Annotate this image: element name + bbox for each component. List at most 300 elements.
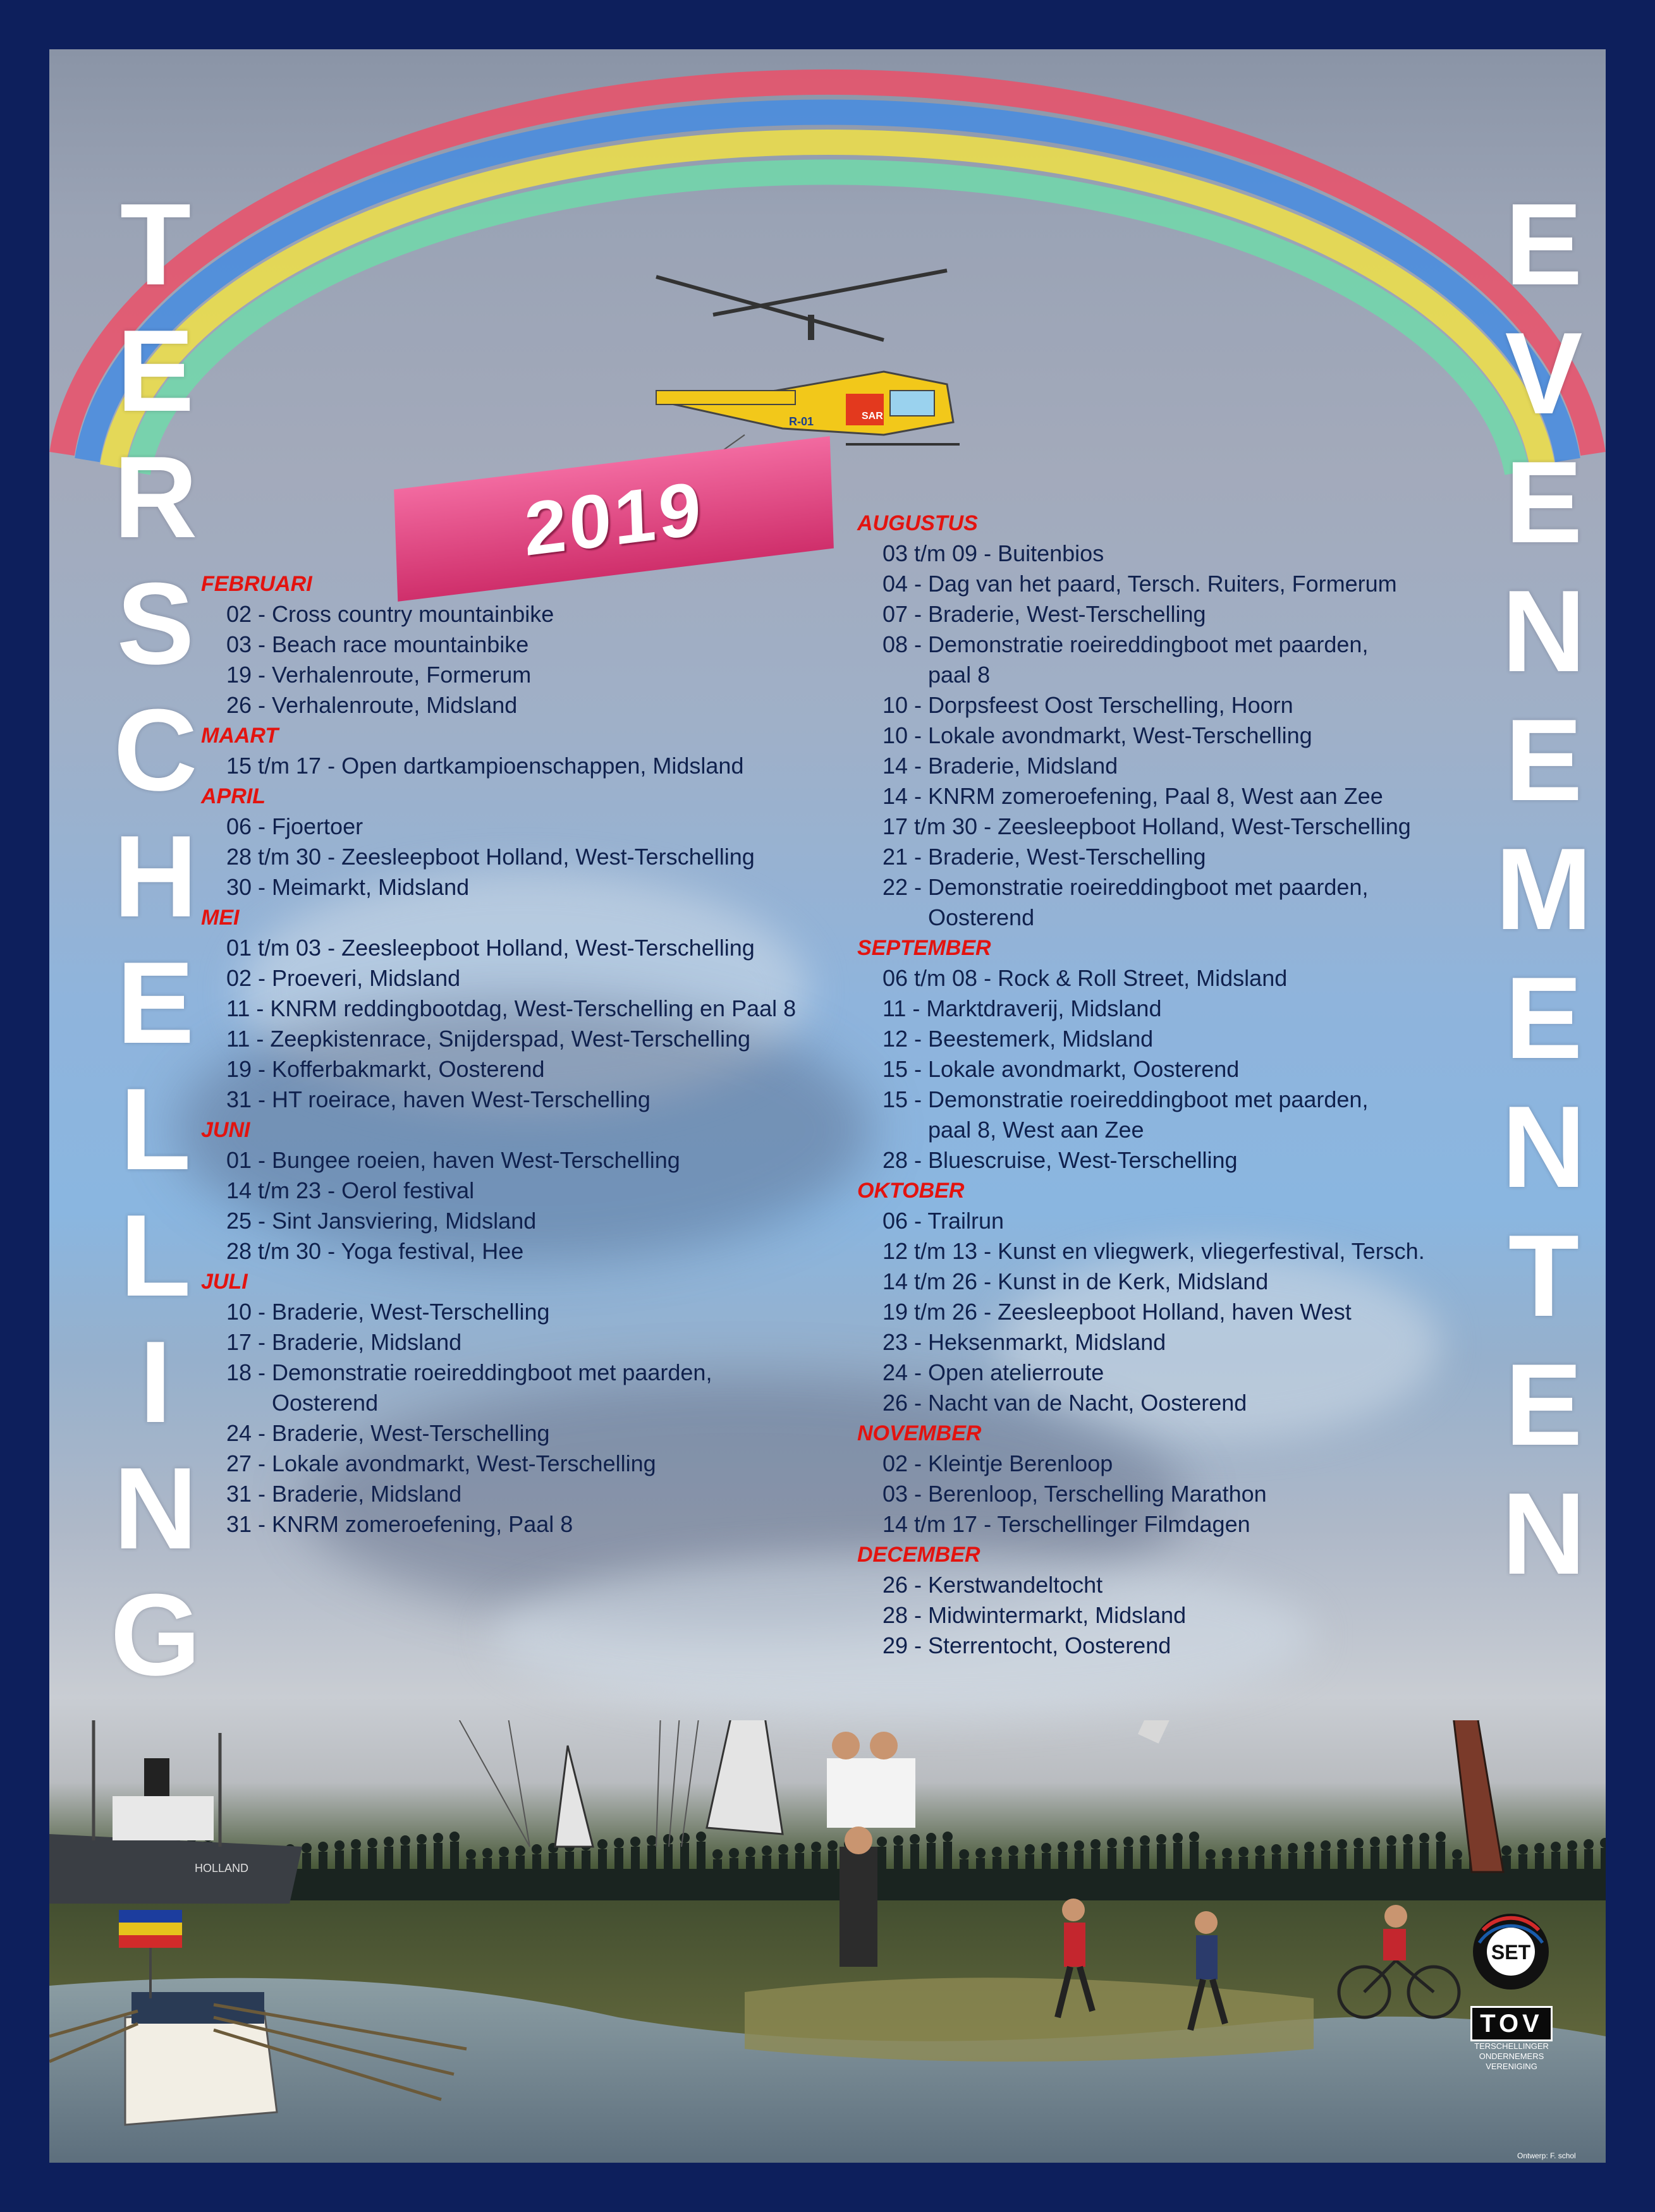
crowd-person-head: [1255, 1845, 1265, 1856]
event-item: [857, 538, 1425, 569]
event-item: [857, 1327, 1425, 1358]
month-section: [857, 1418, 1425, 1540]
event-text: 21 - Braderie, West-Terschelling: [882, 844, 1206, 870]
crowd-person: [516, 1856, 525, 1885]
crowd-person: [647, 1845, 656, 1885]
crowd-person: [1403, 1844, 1412, 1885]
month-section: [857, 1176, 1425, 1418]
event-item: [857, 599, 1425, 629]
crowd-person-head: [384, 1837, 394, 1847]
crowd-person: [1584, 1849, 1593, 1885]
crowd-person: [976, 1858, 985, 1885]
crowd-person-head: [499, 1847, 509, 1857]
event-text: 26 - Nacht van de Nacht, Oosterend: [882, 1390, 1247, 1416]
title-letter: N: [1501, 1468, 1586, 1598]
month-heading: AUGUSTUS: [857, 511, 978, 535]
event-text-continuation: Oosterend: [928, 904, 1035, 930]
title-letter: I: [139, 1316, 172, 1447]
crowd-person: [401, 1845, 410, 1885]
tov-logo-text: TOV: [1470, 2006, 1553, 2041]
event-item: [201, 1085, 796, 1115]
event-text: 31 - KNRM zomeroefening, Paal 8: [226, 1511, 573, 1537]
crowd-person-head: [778, 1844, 788, 1854]
event-item: [857, 781, 1425, 811]
event-item: [201, 1297, 796, 1327]
set-logo-text: SET: [1491, 1941, 1531, 1964]
event-item: [857, 1236, 1425, 1267]
event-item: [201, 933, 796, 963]
crowd-person: [1140, 1845, 1149, 1885]
event-item: [857, 1509, 1425, 1540]
crowd-person-head: [482, 1848, 492, 1858]
event-item: [201, 811, 796, 842]
event-text: 30 - Meimarkt, Midsland: [226, 874, 470, 900]
crowd-person: [483, 1858, 492, 1885]
crowd-person-head: [351, 1839, 361, 1849]
event-text: 27 - Lokale avondmarkt, West-Terschelling: [226, 1450, 656, 1476]
crowd-person: [1173, 1843, 1182, 1885]
crowd-person: [1518, 1854, 1527, 1885]
event-text: 24 - Open atelierroute: [882, 1359, 1104, 1385]
crowd-person: [1075, 1850, 1084, 1885]
event-text: 28 - Midwintermarkt, Midsland: [882, 1602, 1187, 1628]
event-text: 31 - HT roeirace, haven West-Terschelling: [226, 1086, 650, 1112]
event-text: 08 - Demonstratie roeireddingboot met paarden,: [882, 631, 1369, 657]
crowd-person: [1239, 1857, 1248, 1885]
crowd-person-head: [1386, 1835, 1396, 1845]
event-text: 17 - Braderie, Midsland: [226, 1329, 462, 1355]
event-item: [201, 1054, 796, 1085]
crowd-person-head: [795, 1843, 805, 1853]
crowd-person: [1371, 1847, 1379, 1885]
month-heading: SEPTEMBER: [857, 936, 991, 960]
crowd-person: [992, 1857, 1001, 1885]
crowd-person-head: [597, 1839, 608, 1849]
event-item: [857, 1206, 1425, 1236]
event-text: 03 - Berenloop, Terschelling Marathon: [882, 1481, 1267, 1507]
title-letter: E: [1505, 695, 1583, 825]
crowd-person: [1124, 1847, 1133, 1885]
crowd-person-head: [762, 1845, 772, 1856]
crowd-person-head: [877, 1837, 887, 1847]
crowd-person: [1009, 1856, 1018, 1885]
month-section: [201, 569, 796, 720]
event-item: [857, 690, 1425, 720]
crowd-person: [631, 1847, 640, 1885]
event-text: 10 - Dorpsfeest Oost Terschelling, Hoorn: [882, 692, 1293, 718]
event-item: [201, 1236, 796, 1267]
month-heading: MAART: [201, 724, 279, 748]
crowd-person-head: [466, 1849, 476, 1859]
event-text: 15 - Lokale avondmarkt, Oosterend: [882, 1056, 1240, 1082]
crowd-person-head: [1173, 1833, 1183, 1843]
event-text: 11 - KNRM reddingbootdag, West-Terschelling en Paal 8: [226, 995, 797, 1021]
event-text: 02 - Proeveri, Midsland: [226, 965, 461, 991]
title-letter: V: [1505, 308, 1583, 438]
event-text: 25 - Sint Jansviering, Midsland: [226, 1208, 537, 1234]
crowd-person-head: [1436, 1832, 1446, 1842]
event-collage-illustration: [49, 1720, 1606, 2163]
event-item: [857, 1085, 1425, 1145]
crowd-person-head: [1222, 1848, 1232, 1858]
crowd-person-head: [943, 1832, 953, 1842]
event-item: [201, 872, 796, 902]
crowd-person: [713, 1859, 722, 1885]
crowd-person-head: [1353, 1838, 1364, 1848]
event-item: [201, 842, 796, 872]
title-letter: C: [113, 684, 198, 815]
crowd-person-head: [1534, 1843, 1544, 1853]
event-text: 03 t/m 09 - Buitenbios: [882, 540, 1104, 566]
crowd-person-head: [975, 1848, 986, 1858]
event-item: [201, 1479, 796, 1509]
events-column-right: [857, 508, 1425, 1661]
crowd-person-head: [828, 1840, 838, 1850]
crowd-person: [730, 1858, 738, 1885]
crowd-person: [828, 1850, 837, 1885]
crowd-person-head: [729, 1848, 739, 1858]
event-text: 31 - Braderie, Midsland: [226, 1481, 462, 1507]
month-section: [857, 508, 1425, 933]
event-item: [857, 1570, 1425, 1600]
crowd-person: [680, 1843, 689, 1885]
title-letter: T: [1508, 1210, 1580, 1340]
flying-figure: [1138, 1720, 1183, 1744]
crowd-person: [614, 1848, 623, 1885]
event-item: [857, 1145, 1425, 1176]
crowd-person: [467, 1859, 475, 1885]
crowd-person: [582, 1850, 590, 1885]
event-text: 14 t/m 23 - Oerol festival: [226, 1177, 475, 1203]
crowd-person: [1305, 1852, 1314, 1885]
crowd-person-head: [647, 1835, 657, 1845]
tov-logo: [1470, 2006, 1553, 2072]
title-letter: E: [1505, 952, 1583, 1083]
crowd-person-head: [1140, 1835, 1150, 1845]
event-text: 11 - Marktdraverij, Midsland: [882, 995, 1162, 1021]
crowd-person-head: [1370, 1837, 1380, 1847]
events-column-left: [201, 569, 796, 1540]
event-item: [201, 629, 796, 660]
event-text: 23 - Heksenmarkt, Midsland: [882, 1329, 1166, 1355]
crowd-person-head: [1107, 1838, 1117, 1848]
crowd-person-head: [1452, 1849, 1462, 1859]
crowd-person: [1321, 1850, 1330, 1885]
event-text: 06 t/m 08 - Rock & Roll Street, Midsland: [882, 965, 1288, 991]
crowd-person: [1108, 1848, 1116, 1885]
flag-stripe: [119, 1910, 182, 1923]
crowd-person: [1551, 1852, 1560, 1885]
crowd-person-head: [1271, 1844, 1281, 1854]
event-text-continuation: Oosterend: [272, 1390, 379, 1416]
month-heading: MEI: [201, 906, 240, 930]
crowd-person-head: [1551, 1842, 1561, 1852]
crowd-person-head: [334, 1840, 345, 1850]
crowd-person: [1387, 1845, 1396, 1885]
event-item: [857, 1054, 1425, 1085]
crowd-person: [434, 1843, 443, 1885]
crowd-person-head: [1123, 1837, 1133, 1847]
month-heading: JUNI: [201, 1118, 250, 1142]
title-letter: L: [119, 1190, 192, 1320]
crowd-person-head: [1337, 1839, 1347, 1849]
event-text: 07 - Braderie, West-Terschelling: [882, 601, 1206, 627]
crowd-person: [877, 1847, 886, 1885]
crowd-person-head: [745, 1847, 755, 1857]
crowd-person-head: [1156, 1834, 1166, 1844]
event-text-continuation: paal 8: [928, 662, 991, 688]
title-letter: R: [113, 432, 198, 562]
crowd-person: [565, 1852, 574, 1885]
event-text: 28 t/m 30 - Yoga festival, Hee: [226, 1238, 524, 1264]
crowd-person-head: [318, 1842, 328, 1852]
month-heading: DECEMBER: [857, 1543, 980, 1567]
set-logo: [1470, 1911, 1551, 1992]
event-item: [201, 994, 796, 1024]
event-text: 06 - Fjoertoer: [226, 813, 363, 839]
crowd-person-head: [1584, 1839, 1594, 1849]
event-text: 02 - Kleintje Berenloop: [882, 1450, 1113, 1476]
event-item: [857, 811, 1425, 842]
crowd-person: [302, 1853, 311, 1885]
title-letter: H: [113, 811, 198, 941]
crowd-person-head: [663, 1834, 673, 1844]
event-item: [857, 842, 1425, 872]
crowd-person: [499, 1857, 508, 1885]
crowd-person: [927, 1843, 936, 1885]
month-heading: NOVEMBER: [857, 1421, 982, 1445]
crowd-person-head: [449, 1832, 460, 1842]
event-item: [857, 720, 1425, 751]
ship-illustration: [49, 1720, 302, 1904]
event-item: [857, 1479, 1425, 1509]
event-text: 19 t/m 26 - Zeesleepboot Holland, haven West: [882, 1299, 1352, 1325]
event-text: 22 - Demonstratie roeireddingboot met paarden,: [882, 874, 1369, 900]
crowd-person: [697, 1842, 705, 1885]
event-text: 10 - Braderie, West-Terschelling: [226, 1299, 550, 1325]
crowd-person: [1568, 1850, 1577, 1885]
event-item: [857, 1358, 1425, 1388]
title-letter: E: [1505, 437, 1583, 567]
event-text: 19 - Kofferbakmarkt, Oosterend: [226, 1056, 545, 1082]
event-text: 10 - Lokale avondmarkt, West-Terschelling: [882, 722, 1312, 748]
crowd-person: [762, 1856, 771, 1885]
event-item: [201, 1509, 796, 1540]
crowd-person-head: [515, 1845, 525, 1856]
title-letter: S: [116, 558, 195, 688]
event-text: 14 t/m 17 - Terschellinger Filmdagen: [882, 1511, 1250, 1537]
poster: [49, 49, 1606, 2163]
month-section: [201, 1267, 796, 1540]
event-text: 15 - Demonstratie roeireddingboot met paarden,: [882, 1086, 1369, 1112]
crowd-person: [1272, 1854, 1281, 1885]
month-section: [857, 933, 1425, 1176]
crowd-person: [894, 1845, 903, 1885]
event-item: [201, 660, 796, 690]
crowd-person-head: [400, 1835, 410, 1845]
event-text: 15 t/m 17 - Open dartkampioenschappen, Midsland: [226, 753, 744, 779]
crowd-person-head: [1321, 1840, 1331, 1850]
crowd-person: [795, 1853, 804, 1885]
event-text: 02 - Cross country mountainbike: [226, 601, 554, 627]
tov-subtitle-line: TERSCHELLINGER: [1474, 2041, 1549, 2051]
crowd-person: [1453, 1859, 1462, 1885]
title-letter: E: [1505, 1339, 1583, 1469]
month-section: [201, 720, 796, 781]
crowd-person-head: [1041, 1843, 1051, 1853]
windsurf-sail: [707, 1720, 783, 1834]
event-item: [857, 1024, 1425, 1054]
crowd-person-head: [1288, 1843, 1298, 1853]
title-letter: L: [119, 1064, 192, 1194]
event-text: 18 - Demonstratie roeireddingboot met paarden,: [226, 1359, 712, 1385]
crowd-person-head: [910, 1834, 920, 1844]
crowd-person: [532, 1854, 541, 1885]
crowd-person-head: [1304, 1842, 1314, 1852]
crowd-person-head: [1074, 1840, 1084, 1850]
crowd-person: [1157, 1844, 1166, 1885]
event-item: [201, 1024, 796, 1054]
crowd-person: [960, 1859, 968, 1885]
crowd-person: [417, 1844, 426, 1885]
event-item: [201, 963, 796, 994]
title-letter: G: [110, 1569, 201, 1699]
event-text: 01 t/m 03 - Zeesleepboot Holland, West-Terschelling: [226, 935, 755, 961]
event-text: 26 - Kerstwandeltocht: [882, 1572, 1103, 1598]
helicopter-tail-code: R-01: [789, 415, 814, 428]
flag-stripe: [119, 1923, 182, 1935]
crowd-person: [1223, 1858, 1231, 1885]
event-text: 24 - Braderie, West-Terschelling: [226, 1420, 550, 1446]
event-item: [857, 629, 1425, 690]
month-section: [857, 1540, 1425, 1661]
crowd-person-head: [1403, 1834, 1413, 1844]
event-text: 04 - Dag van het paard, Tersch. Ruiters, Formerum: [882, 571, 1397, 597]
helicopter-side-text: SAR: [862, 411, 883, 422]
month-heading: JULI: [201, 1270, 248, 1294]
crowd-person: [368, 1848, 377, 1885]
crowd-person: [450, 1842, 459, 1885]
crowd-person-head: [532, 1844, 542, 1854]
crowd-person: [549, 1853, 558, 1885]
crowd-person: [1091, 1849, 1100, 1885]
dragon-illustration: [1427, 1720, 1548, 1872]
title-letter: E: [1505, 179, 1583, 309]
crowd-person: [351, 1849, 360, 1885]
title-letter: N: [113, 1443, 198, 1573]
title-letter: E: [116, 937, 195, 1067]
event-item: [857, 569, 1425, 599]
crowd-person-head: [302, 1843, 312, 1853]
crowd-person-head: [1206, 1849, 1216, 1859]
event-item: [857, 1297, 1425, 1327]
crowd-person-head: [1189, 1832, 1199, 1842]
crowd-person: [1354, 1848, 1363, 1885]
crowd-person: [812, 1852, 821, 1885]
event-item: [201, 1145, 796, 1176]
month-heading: APRIL: [201, 784, 266, 808]
crowd-person: [1255, 1856, 1264, 1885]
crowd-person-head: [614, 1838, 624, 1848]
crowd-person-head: [1058, 1842, 1068, 1852]
event-text: 28 - Bluescruise, West-Terschelling: [882, 1147, 1238, 1173]
crowd-person: [1058, 1852, 1067, 1885]
crowd-person-head: [1501, 1845, 1511, 1856]
crowd-person: [746, 1857, 755, 1885]
month-section: [201, 1115, 796, 1267]
event-item: [201, 1206, 796, 1236]
event-item: [201, 690, 796, 720]
event-item: [857, 1600, 1425, 1631]
event-item: [857, 994, 1425, 1024]
crowd-person: [1535, 1853, 1544, 1885]
event-item: [201, 1176, 796, 1206]
event-text: 01 - Bungee roeien, haven West-Terschelling: [226, 1147, 680, 1173]
crowd-person-head: [926, 1833, 936, 1843]
event-item: [857, 1267, 1425, 1297]
crowd-person-head: [959, 1849, 969, 1859]
event-text: 14 - KNRM zomeroefening, Paal 8, West aan Zee: [882, 783, 1383, 809]
event-item: [857, 1388, 1425, 1418]
title-letter: T: [119, 179, 192, 309]
crowd-person: [1206, 1859, 1215, 1885]
event-text: 14 - Braderie, Midsland: [882, 753, 1118, 779]
crowd-person-head: [680, 1833, 690, 1843]
flag-stripe: [119, 1935, 182, 1948]
event-text: 29 - Sterrentocht, Oosterend: [882, 1632, 1171, 1658]
crowd-person-head: [433, 1833, 443, 1843]
event-item: [857, 751, 1425, 781]
month-heading: OKTOBER: [857, 1179, 965, 1203]
event-item: [857, 1449, 1425, 1479]
crowd-person-head: [696, 1832, 706, 1842]
crowd-person: [384, 1847, 393, 1885]
month-section: [201, 781, 796, 902]
crowd-person-head: [630, 1837, 640, 1847]
event-text: 14 t/m 26 - Kunst in de Kerk, Midsland: [882, 1268, 1269, 1294]
crowd-person: [1601, 1848, 1606, 1885]
event-text: 11 - Zeepkistenrace, Snijderspad, West-Terschelling: [226, 1026, 751, 1052]
crowd-person-head: [367, 1838, 377, 1848]
event-text: 03 - Beach race mountainbike: [226, 631, 529, 657]
event-text: 12 - Beestemerk, Midsland: [882, 1026, 1154, 1052]
crowd-person-head: [1090, 1839, 1101, 1849]
event-text: 19 - Verhalenroute, Formerum: [226, 662, 532, 688]
crowd-person-head: [811, 1842, 821, 1852]
crowd-person: [1436, 1842, 1445, 1885]
crowd-person-head: [712, 1849, 723, 1859]
ship-name: HOLLAND: [195, 1862, 249, 1875]
event-item: [201, 751, 796, 781]
crowd-person: [319, 1852, 327, 1885]
crowd-person-head: [1025, 1844, 1035, 1854]
crowd-person: [1042, 1853, 1051, 1885]
crowd-person: [664, 1844, 673, 1885]
event-item: [857, 872, 1425, 933]
crowd-person: [1420, 1843, 1429, 1885]
title-letter: N: [1501, 1081, 1586, 1212]
crowd-person-head: [1600, 1838, 1606, 1848]
event-item: [857, 1631, 1425, 1661]
crowd-person-head: [1419, 1833, 1429, 1843]
crowd-person-head: [992, 1847, 1002, 1857]
crowd-person: [910, 1844, 919, 1885]
event-text: 28 t/m 30 - Zeesleepboot Holland, West-Terschelling: [226, 844, 755, 870]
crowd-person-head: [1008, 1845, 1018, 1856]
tov-subtitle-line: ONDERNEMERS: [1479, 2051, 1544, 2061]
crowd-person: [943, 1842, 952, 1885]
crowd-person-head: [417, 1834, 427, 1844]
